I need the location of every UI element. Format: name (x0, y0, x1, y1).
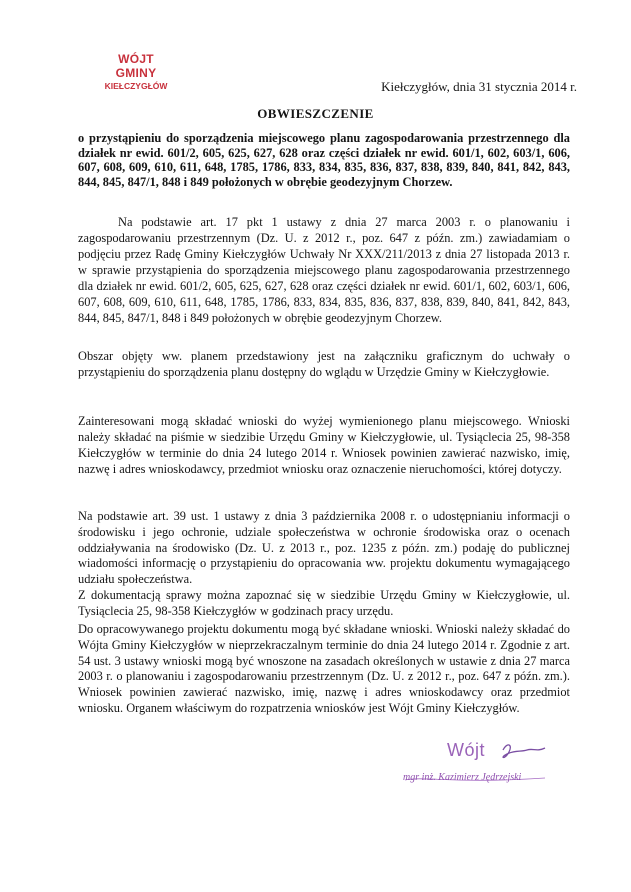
signature-block (395, 740, 555, 796)
paragraph-environment-documentation: Z dokumentacją sprawy można zapoznać się w siedzibie Urzędu Gminy w Kiełczygłowie, ul. Tysiąclecia 25, 98-358 Kiełczygłów w godzinach pracy urzędu. (78, 587, 570, 618)
paragraph-plan-area: Obszar objęty ww. planem przedstawiony jest na załączniku graficznym do uchwały o przystąpieniu do sporządzenia planu dostępny do wglądu w Urzędzie Gminy w Kiełczygłowie. (78, 349, 570, 379)
document-date: Kiełczygłów, dnia 31 stycznia 2014 r. (381, 79, 577, 94)
paragraph-legal-basis: Na podstawie art. 17 pkt 1 ustawy z dnia 27 marca 2003 r. o planowaniu i zagospodarowaniu przestrzennym (Dz. U. z 2012 r., poz. 647 z późn. zm.) zawiadamiam o podjęciu przez Radę Gminy Kiełczygłów Uchwały Nr XXX/211/2013 z dnia 27 listopada 2013 r. w sprawie przystąpienia do sporządzenia miejscowego planu zagospodarowania przestrzennego dla działek nr ewid. 601/2, 605, 625, 627, 628 oraz części działek nr ewid. 601/1, 602, 603/1, 606, 607, 608, 609, 610, 611, 648, 1785, 1786, 833, 834, 835, 836, 837, 838, 839, 840, 841, 842, 843, 844, 845, 847/1, 848 i 849 położonych w obrębie geodezyjnym Chorzew. (78, 215, 570, 325)
stamp-municipality: KIEŁCZYGŁÓW (104, 81, 168, 91)
office-stamp (96, 52, 176, 91)
document-heading: OBWIESZCZENIE (257, 106, 374, 121)
paragraph-environment-notice: Na podstawie art. 39 ust. 1 ustawy z dnia 3 października 2008 r. o udostępnianiu informacji o środowisku i jego ochronie, udziale społeczeństwa w ochronie środowiska oraz o ocenach oddziaływania na środowisko (Dz. U. z 2013 r., poz. 1235 z późn. zm.) podaję do publicznej wiadomości informację o przystąpieniu do opracowania ww. projektu dokumentu wymagającego udziału społeczeństwa. (78, 509, 570, 587)
document-subject: o przystąpieniu do sporządzenia miejscowego planu zagospodarowania przestrzennego dla działek nr ewid. 601/2, 605, 625, 627, 628 oraz części działek nr ewid. 601/1, 602, 603/1, 606, 607, 608, 609, 610, 611, 648, 1785, 1786, 833, 834, 835, 836, 837, 838, 839, 840, 841, 842, 843, 844, 845, 847/1, 848 i 849 położonych w obrębie geodezyjnym Chorzew. (78, 131, 570, 190)
signature-title: Wójt (447, 740, 485, 760)
signature-name: mgr inż. Kazimierz Jędrzejski (403, 772, 522, 783)
paragraph-applications: Zainteresowani mogą składać wnioski do wyżej wymienionego planu miejscowego. Wnioski należy składać na piśmie w siedzibie Urzędu Gminy w Kiełczygłowie, ul. Tysiąclecia 25, 98-358 Kiełczygłów w terminie do dnia 24 lutego 2014 r. Wniosek powinien zawierać nazwisko, imię, nazwę i adres wnioskodawcy, przedmiot wniosku oraz oznaczenie nieruchomości, której dotyczy. (78, 414, 570, 476)
paragraph-project-applications: Do opracowywanego projektu dokumentu mogą być składane wnioski. Wnioski należy składać do Wójta Gminy Kiełczygłów w nieprzekraczalnym terminie do dnia 24 lutego 2014 r. Zgodnie z art. 54 ust. 3 ustawy wnioski mogą być wnoszone na zasadach określonych w ustawie z dnia 27 marca 2003 r. o planowaniu i zagospodarowaniu przestrzennym (Dz. U. z 2012 r., poz. 647 z późn. zm.). Wniosek powinien zawierać nazwisko, imię, nazwę i adres wnioskodawcy oraz przedmiot wniosku. Organem właściwym do rozpatrzenia wniosków jest Wójt Gminy Kiełczygłów. (78, 622, 570, 715)
paragraph-environment (78, 509, 570, 620)
stamp-title: WÓJT GMINY (115, 52, 157, 80)
